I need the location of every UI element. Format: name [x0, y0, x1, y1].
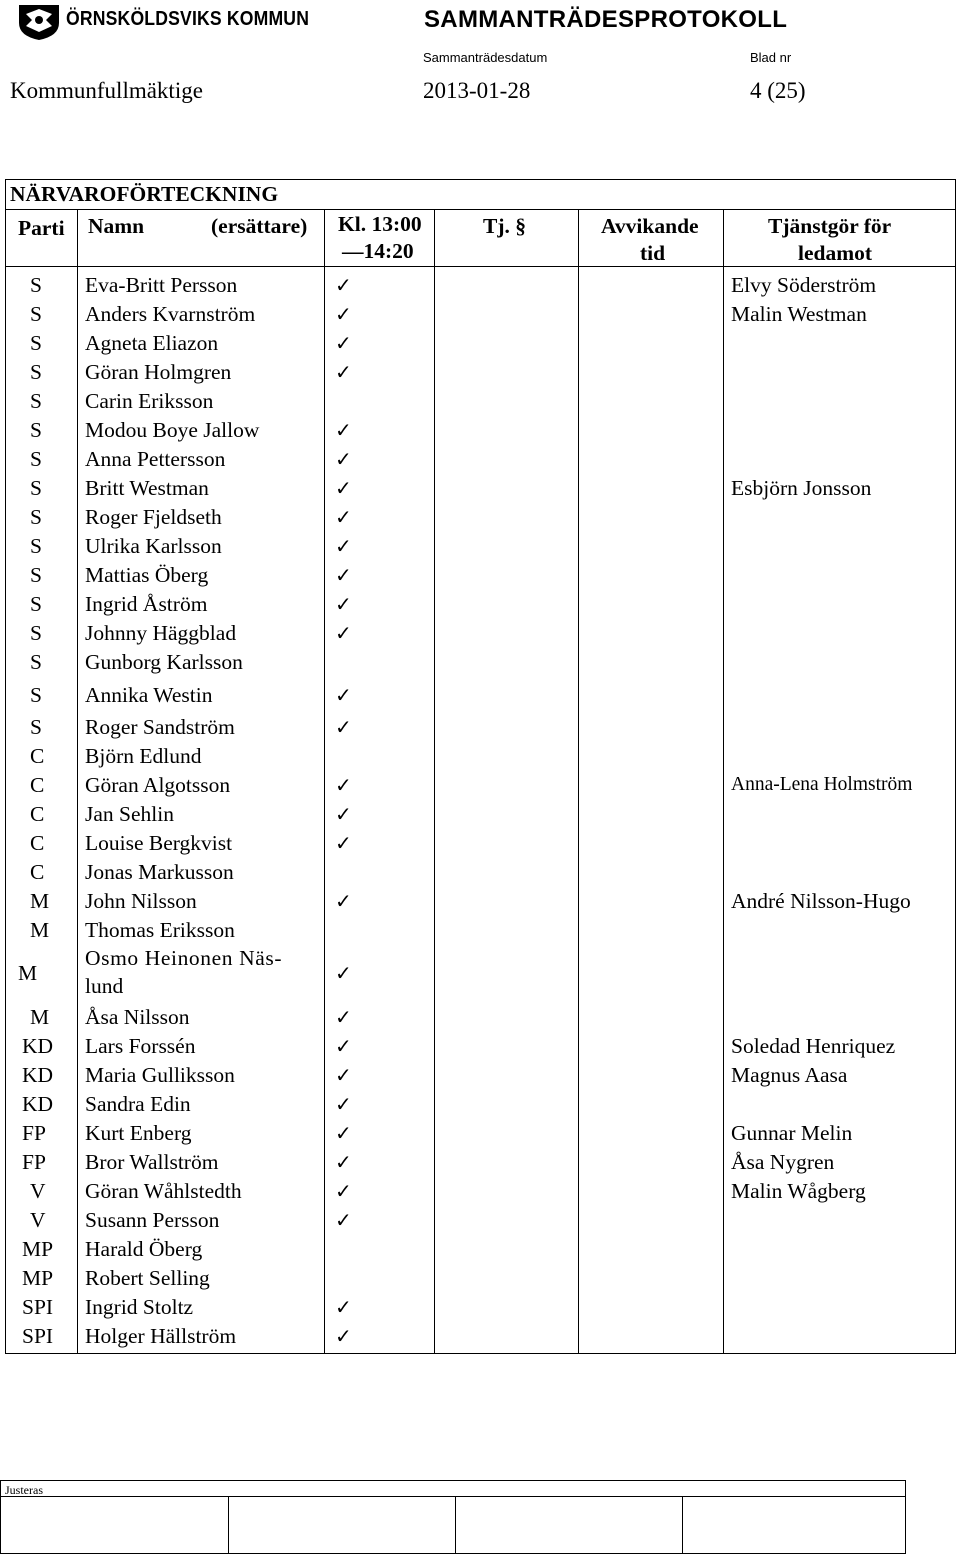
present-check-icon: ✓: [335, 563, 352, 587]
party-cell: SPI: [22, 1324, 54, 1348]
party-cell: KD: [22, 1063, 54, 1087]
header-serves-for: Tjänstgör för: [768, 214, 892, 238]
party-cell: S: [30, 476, 42, 500]
member-name-cont: lund: [85, 974, 124, 998]
column-divider: [578, 210, 579, 1353]
member-name: Thomas Eriksson: [85, 918, 235, 942]
present-check-icon: ✓: [335, 1179, 352, 1203]
table-title-divider: [6, 209, 955, 210]
header-time-end: —14:20: [342, 239, 414, 263]
member-name: Johnny Häggblad: [85, 621, 237, 645]
party-cell: S: [30, 621, 42, 645]
party-cell: S: [30, 650, 42, 674]
present-check-icon: ✓: [335, 715, 352, 739]
party-cell: M: [18, 961, 38, 985]
party-cell: S: [30, 447, 42, 471]
table-header-divider: [6, 266, 955, 267]
serves-for-cell: Elvy Söderström: [731, 273, 877, 297]
body-name: Kommunfullmäktige: [10, 78, 203, 103]
header-party: Parti: [18, 216, 65, 240]
party-cell: S: [30, 389, 42, 413]
party-cell: S: [30, 360, 42, 384]
present-check-icon: ✓: [335, 447, 352, 471]
party-cell: V: [30, 1208, 46, 1232]
justeras-box: [0, 1480, 906, 1554]
document-type: SAMMANTRÄDESPROTOKOLL: [424, 6, 788, 33]
header-time-start: Kl. 13:00: [338, 212, 422, 236]
party-cell: KD: [22, 1034, 54, 1058]
member-name: Ingrid Åström: [85, 592, 208, 616]
party-cell: S: [30, 505, 42, 529]
present-check-icon: ✓: [335, 802, 352, 826]
member-name: Ingrid Stoltz: [85, 1295, 194, 1319]
party-cell: S: [30, 592, 42, 616]
member-name: Holger Hällström: [85, 1324, 237, 1348]
present-check-icon: ✓: [335, 1034, 352, 1058]
justeras-label: Justeras: [5, 1483, 43, 1497]
attendance-table: [5, 179, 956, 1354]
column-divider: [434, 210, 435, 1353]
party-cell: S: [30, 273, 42, 297]
signature-field-divider: [682, 1496, 683, 1553]
member-name: Ulrika Karlsson: [85, 534, 222, 558]
member-name: Bror Wallström: [85, 1150, 219, 1174]
present-check-icon: ✓: [335, 1092, 352, 1116]
member-name: Eva-Britt Persson: [85, 273, 238, 297]
present-check-icon: ✓: [335, 1063, 352, 1087]
present-check-icon: ✓: [335, 476, 352, 500]
member-name: Göran Holmgren: [85, 360, 232, 384]
serves-for-cell: Malin Wågberg: [731, 1179, 866, 1203]
present-check-icon: ✓: [335, 621, 352, 645]
member-name: Kurt Enberg: [85, 1121, 192, 1145]
present-check-icon: ✓: [335, 1208, 352, 1232]
serves-for-cell: Åsa Nygren: [731, 1150, 835, 1174]
member-name: Åsa Nilsson: [85, 1005, 190, 1029]
party-cell: S: [30, 331, 42, 355]
member-name: Harald Öberg: [85, 1237, 203, 1261]
member-name: Sandra Edin: [85, 1092, 191, 1116]
serves-for-cell: Magnus Aasa: [731, 1063, 848, 1087]
party-cell: MP: [22, 1237, 54, 1261]
member-name: Göran Algotsson: [85, 773, 231, 797]
party-cell: S: [30, 534, 42, 558]
serves-for-cell: Soledad Henriquez: [731, 1034, 896, 1058]
meeting-date-label: Sammanträdesdatum: [423, 50, 548, 65]
signature-field-divider: [455, 1496, 456, 1553]
party-cell: C: [30, 802, 45, 826]
column-divider: [77, 210, 78, 1353]
party-cell: FP: [22, 1150, 46, 1174]
member-name: Annika Westin: [85, 683, 213, 707]
serves-for-cell: Gunnar Melin: [731, 1121, 853, 1145]
page-number: 4 (25): [750, 78, 806, 103]
table-title: NÄRVAROFÖRTECKNING: [10, 182, 279, 206]
party-cell: S: [30, 715, 42, 739]
party-cell: MP: [22, 1266, 54, 1290]
header-substitute: (ersättare): [211, 214, 308, 238]
party-cell: S: [30, 302, 42, 326]
present-check-icon: ✓: [335, 534, 352, 558]
member-name: Osmo Heinonen Näs-: [85, 946, 283, 970]
present-check-icon: ✓: [335, 360, 352, 384]
signature-field-divider: [228, 1496, 229, 1553]
member-name: Britt Westman: [85, 476, 209, 500]
present-check-icon: ✓: [335, 1005, 352, 1029]
party-cell: V: [30, 1179, 46, 1203]
header-deviation-time: tid: [640, 241, 666, 265]
member-name: Robert Selling: [85, 1266, 210, 1290]
member-name: Gunborg Karlsson: [85, 650, 243, 674]
present-check-icon: ✓: [335, 773, 352, 797]
member-name: Carin Eriksson: [85, 389, 214, 413]
party-cell: FP: [22, 1121, 46, 1145]
present-check-icon: ✓: [335, 961, 352, 985]
party-cell: C: [30, 831, 45, 855]
meeting-date: 2013-01-28: [423, 78, 531, 103]
serves-for-cell: Anna-Lena Holmström: [731, 774, 913, 795]
member-name: Anna Pettersson: [85, 447, 226, 471]
member-name: Susann Persson: [85, 1208, 220, 1232]
serves-for-cell: André Nilsson-Hugo: [731, 889, 911, 913]
member-name: Anders Kvarnström: [85, 302, 256, 326]
member-name: Roger Fjeldseth: [85, 505, 222, 529]
present-check-icon: ✓: [335, 418, 352, 442]
party-cell: S: [30, 563, 42, 587]
page-number-label: Blad nr: [750, 50, 792, 65]
member-name: Maria Gulliksson: [85, 1063, 235, 1087]
party-cell: KD: [22, 1092, 54, 1116]
present-check-icon: ✓: [335, 592, 352, 616]
present-check-icon: ✓: [335, 302, 352, 326]
member-name: Göran Wåhlstedth: [85, 1179, 242, 1203]
member-name: Mattias Öberg: [85, 563, 209, 587]
member-name: Jonas Markusson: [85, 860, 234, 884]
justeras-divider: [1, 1496, 905, 1497]
party-cell: S: [30, 418, 42, 442]
column-divider: [723, 210, 724, 1353]
member-name: Lars Forssén: [85, 1034, 196, 1058]
member-name: Jan Sehlin: [85, 802, 174, 826]
municipality-crest-logo: [16, 3, 62, 41]
party-cell: C: [30, 744, 45, 768]
member-name: Roger Sandström: [85, 715, 235, 739]
party-cell: SPI: [22, 1295, 54, 1319]
header-tj-paragraph: Tj. §: [483, 214, 526, 238]
serves-for-cell: Malin Westman: [731, 302, 867, 326]
party-cell: S: [30, 683, 42, 707]
member-name: John Nilsson: [85, 889, 197, 913]
column-divider: [324, 210, 325, 1353]
header-name: Namn: [88, 214, 145, 238]
member-name: Louise Bergkvist: [85, 831, 233, 855]
party-cell: M: [30, 918, 50, 942]
present-check-icon: ✓: [335, 273, 352, 297]
party-cell: C: [30, 860, 45, 884]
serves-for-cell: Esbjörn Jonsson: [731, 476, 872, 500]
party-cell: M: [30, 1005, 50, 1029]
member-name: Agneta Eliazon: [85, 331, 219, 355]
header-serves-for-member: ledamot: [798, 241, 873, 265]
present-check-icon: ✓: [335, 831, 352, 855]
present-check-icon: ✓: [335, 505, 352, 529]
organization-name: ÖRNSKÖLDSVIKS KOMMUN: [66, 8, 310, 30]
present-check-icon: ✓: [335, 1121, 352, 1145]
present-check-icon: ✓: [335, 331, 352, 355]
present-check-icon: ✓: [335, 683, 352, 707]
party-cell: M: [30, 889, 50, 913]
present-check-icon: ✓: [335, 889, 352, 913]
member-name: Modou Boye Jallow: [85, 418, 260, 442]
member-name: Björn Edlund: [85, 744, 202, 768]
party-cell: C: [30, 773, 45, 797]
header-deviation: Avvikande: [601, 214, 699, 238]
present-check-icon: ✓: [335, 1324, 352, 1348]
present-check-icon: ✓: [335, 1150, 352, 1174]
present-check-icon: ✓: [335, 1295, 352, 1319]
